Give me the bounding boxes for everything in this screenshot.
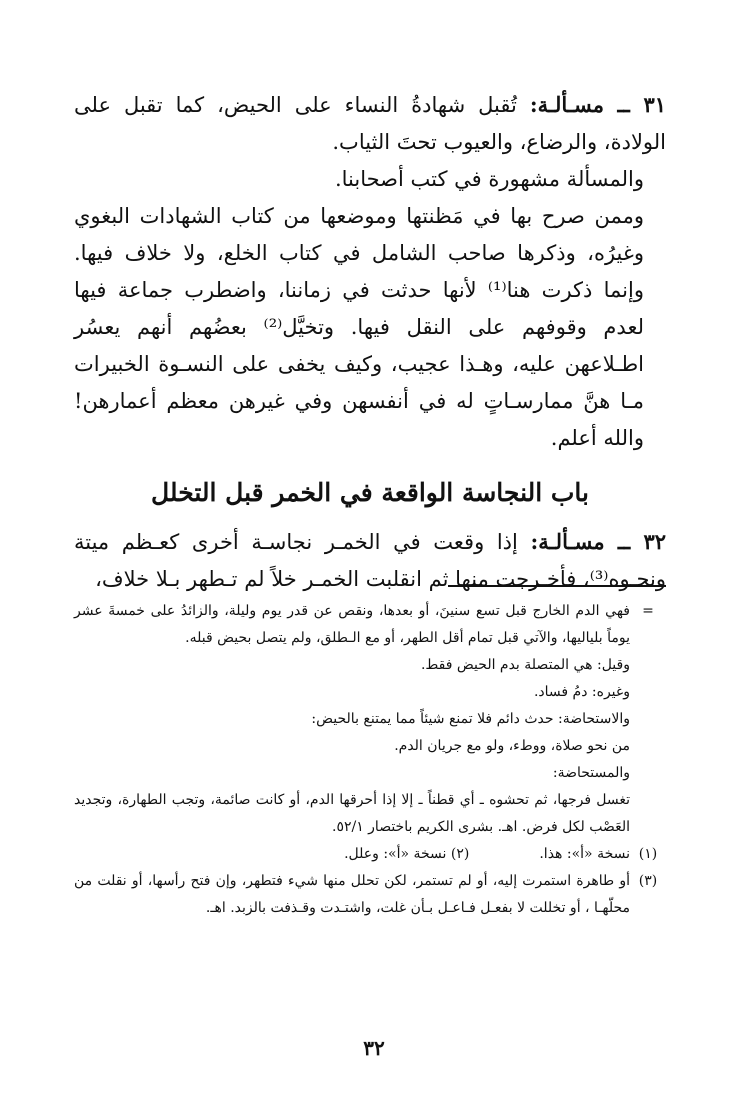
main-text — [74, 86, 666, 598]
footnote-line-taghsil: تغسل فرجها، ثم تحشوه ـ أي قطناً ـ إلا إذا أحرقها الدم، أو كانت صائمة، وتجب الطهارة، وتجديد العَصْب لكل فرض. اهـ. بشرى الكريم باختصار ٥٢/١. — [74, 792, 630, 835]
issue-32-label: ٣٢ ــ مسـألـة: — [530, 529, 667, 554]
footnotes — [74, 598, 666, 922]
issue-31-label: ٣١ ــ مسـألـة: — [529, 92, 666, 117]
footnote-3-marker: (٣) — [638, 873, 658, 889]
footnote-3-text: أو طاهرة استمرت إليه، أو لم تستمر، لكن تحلل منها شيء فتطهر، وإن فتح رأسها، أو نقلت من محلّهـا ، أو تخللت لا بفعـل فـاعـل بـأن غلت، واشتـدت وقـذفت بالزبد. اهـ. — [74, 873, 630, 916]
issue-31-text: تُقبل شهادةُ النساء على الحيض، كما تقبل على الولادة، والرضاع، والعيوب تحتَ الثياب. — [74, 93, 666, 154]
chapter-heading: باب النجاسة الواقعة في الخمر قبل التخلل — [150, 478, 589, 507]
footnote-1-text: نسخة «أ»: هذا. — [539, 846, 630, 862]
footnote-separator — [448, 585, 666, 587]
issue-32-text: إذا وقعت في الخمـر نجاسـة أخرى كعـظم ميتة ونحـوه⁽³⁾، فأخـرجت منها ثم انقلبت الخمـر خلاً لم تـطهر بـلا خلاف، — [74, 530, 666, 591]
continuation-text: فهي الدم الخارج قبل تسع سنينَ، أو بعدها، ونقص عن قدر يوم وليلة، والزائدُ على خمسةَ عشر يوماً بلياليها، والآتي قبل تمام أقل الطهر، أو مع الـطلق، ولم يتصل بحيض قبله. — [74, 603, 630, 646]
footnote-2-text: نسخة «أ»: وعلل. — [344, 846, 447, 862]
issue-31-paragraph-2: والمسألة مشهورة في كتب أصحابنا. — [334, 167, 644, 191]
footnote-continuation — [74, 598, 666, 652]
footnotes-1-2 — [74, 841, 666, 868]
footnote-line-mustahada: والمستحاضة: — [552, 765, 630, 781]
page-number: ٣٢ — [363, 1036, 385, 1060]
footnote-line-qeel: وقيل: هي المتصلة بدم الحيض فقط. — [420, 657, 630, 673]
footnote-line-istihada: والاستحاضة: حدث دائم فلا تمنع شيئاً مما يمتنع بالحيض: — [311, 711, 630, 727]
footnote-1-marker: (١) — [638, 846, 658, 862]
issue-31-paragraph-3: وممن صرح بها في مَظنتها وموضعها من كتاب الشهادات البغوي وغيرُه، وذكرها صاحب الشامل في كتاب الخلع، ولا خلاف فيها. وإنما ذكرت هنا⁽¹⁾ لأنها حدثت في زماننا، واضطرب جماعة فيها لعدم وقوفهم على النقل فيها. وتخيَّل⁽²⁾ بعضُهم أنهم يعسُر اطـلاعهن عليه، وهـذا عجيب، وكيف يخفى على النسـوة الخبيرات مـا هنَّ ممارسـاتٍ له في أنفسهن وفي غيرهن معظم أعمارهن! والله أعلم. — [74, 204, 644, 450]
footnote-line-min-nahw: من نحو صلاة، ووطء، ولو مع جريان الدم. — [394, 738, 630, 754]
footnote-line-ghayruhu: وغيره: دمُ فساد. — [533, 684, 630, 700]
continuation-marker: = — [642, 603, 654, 619]
issue-31-paragraph — [74, 86, 666, 161]
footnote-2-marker: (٢) — [450, 846, 470, 862]
footnote-3 — [74, 868, 666, 922]
